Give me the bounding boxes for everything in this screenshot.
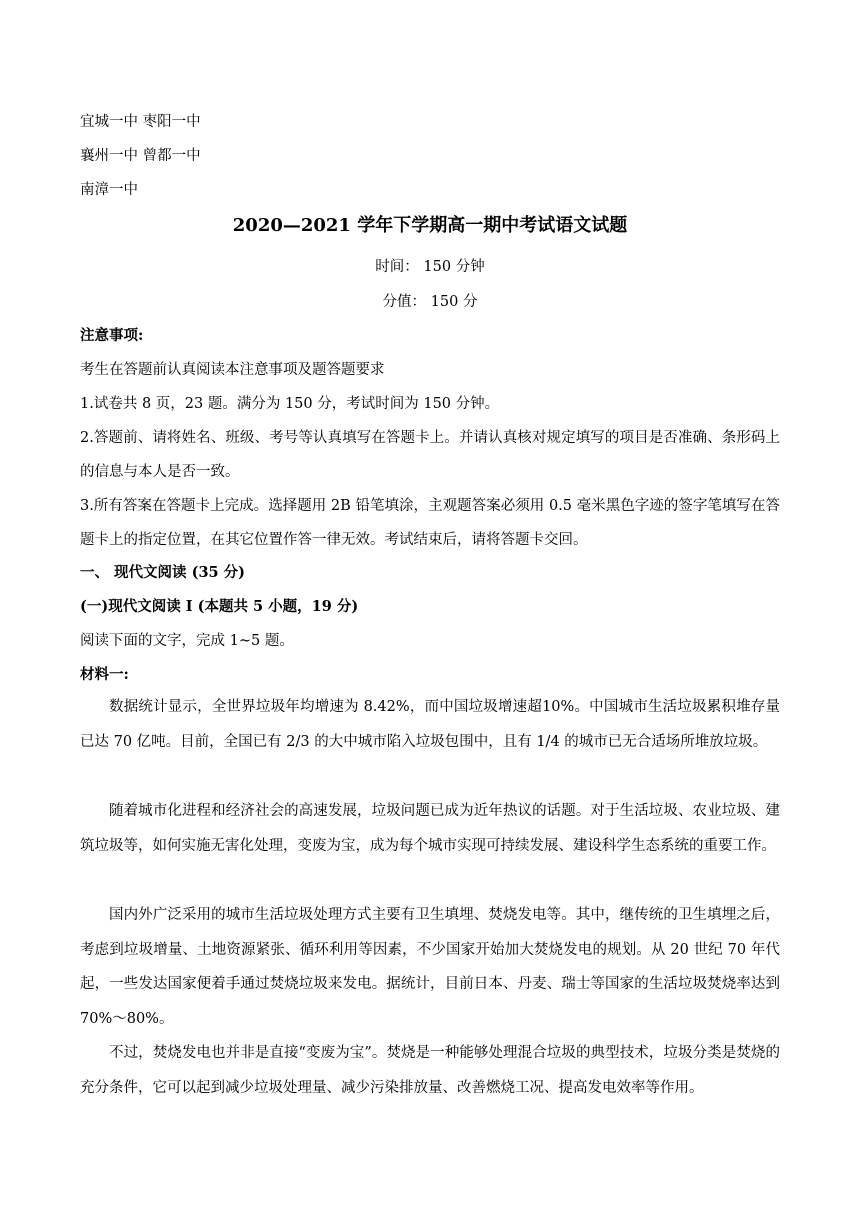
material-label: 材料一: [80,666,129,683]
notice-item-1: 1.试卷共 8 页，23 题。满分为 150 分，考试时间为 150 分钟。 [80,396,500,412]
section-subheading: (一)现代文阅读 I (本题共 5 小题，19 分) [80,598,359,615]
notice-item-3: 3.所有答案在答题卡上完成。选择题用 2B 铅笔填涂，主观题答案必须用 0.5 毫米黑色字迹的签字笔填写在答题卡上的指定位置，在其它位置作答一律无效。考试结束后，请将答题卡交回。 [80,498,780,548]
school-line-1: 宜城一中 枣阳一中 [80,114,201,130]
notice-heading: 注意事项: [80,327,144,344]
section-heading: 一、 现代文阅读 (35 分) [80,564,246,581]
notice-item-2: 2.答题前、请将姓名、班级、考号等认真填写在答题卡上。并请认真核对规定填写的项目是否准确、条形码上的信息与本人是否一致。 [80,430,780,480]
material-paragraph-2: 随着城市化进程和经济社会的高速发展，垃圾问题已成为近年热议的话题。对于生活垃圾、农业垃圾、建筑垃圾等，如何实施无害化处理，变废为宝，成为每个城市实现可持续发展、建设科学生态系统的重要工作。 [80,803,780,854]
school-line-2: 襄州一中 曾都一中 [80,148,201,164]
exam-time: 时间： 150 分钟 [375,259,485,275]
material-paragraph-3: 国内外广泛采用的城市生活垃圾处理方式主要有卫生填埋、焚烧发电等。其中，继传统的卫生填埋之后，考虑到垃圾增量、土地资源紧张、循环利用等因素，不少国家开始加大焚烧发电的规划。从 20 世纪 70 年代起，一些发达国家便着手通过焚烧垃圾来发电。据统计，目前日本、丹麦、瑞士等国家的生活垃圾焚烧率达到 70%～80%。 [80,907,780,1027]
notice-intro: 考生在答题前认真阅读本注意事项及题答题要求 [80,362,385,378]
exam-title: 2020—2021 学年下学期高一期中考试语文试题 [232,215,628,236]
exam-score: 分值： 150 分 [382,294,478,310]
material-paragraph-1: 数据统计显示，全世界垃圾年均增速为 8.42%，而中国垃圾增速超10%。中国城市生活垃圾累积堆存量已达 70 亿吨。目前，全国已有 2/3 的大中城市陷入垃圾包围中，且有 1/4 的城市已无合适场所堆放垃圾。 [80,699,780,750]
section-instruction: 阅读下面的文字，完成 1~5 题。 [80,633,294,649]
material-paragraph-4: 不过，焚烧发电也并非是直接“变废为宝”。焚烧是一种能够处理混合垃圾的典型技术，垃圾分类是焚烧的充分条件，它可以起到减少垃圾处理量、减少污染排放量、改善燃烧工况、提高发电效率等作用。 [80,1045,780,1096]
school-line-3: 南漳一中 [80,182,138,198]
